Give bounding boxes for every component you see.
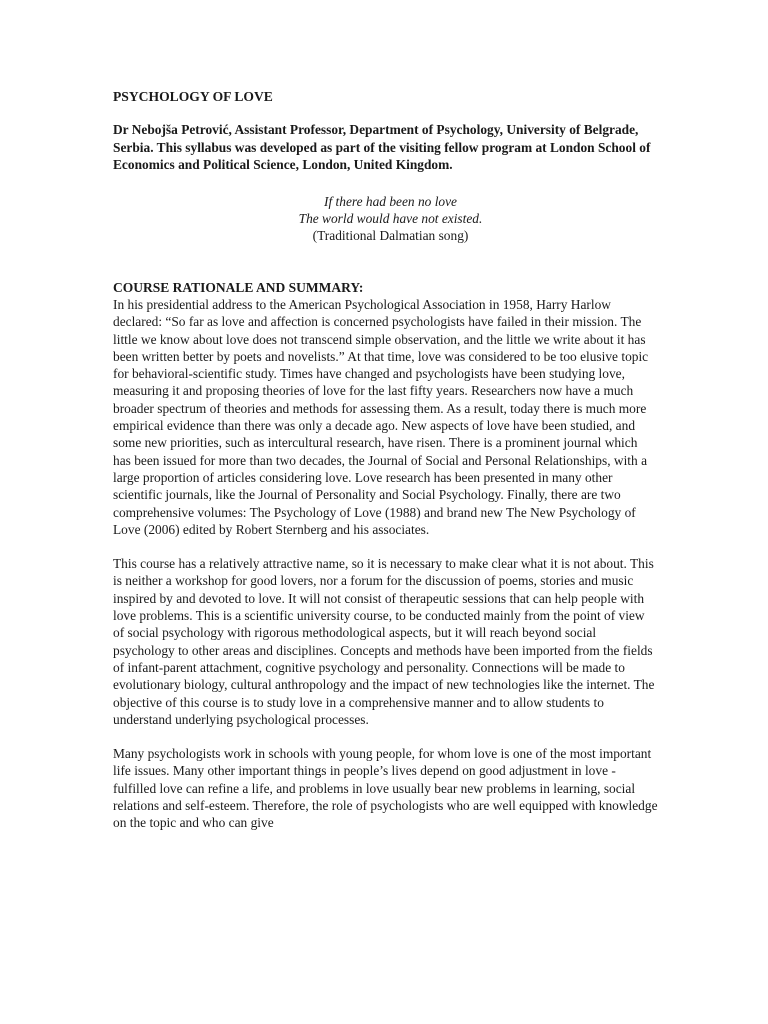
body-text bbox=[113, 296, 658, 832]
epigraph-line-1: If there had been no love bbox=[324, 193, 457, 209]
document-title: PSYCHOLOGY OF LOVE bbox=[113, 89, 273, 104]
paragraph: In his presidential address to the American Psychological Association in 1958, Harry Harlow declared: “So far as love and affection is concerned psychologists have failed in their mission. The little we know about love does not transcend simple observation, and the little we write about it has been written better by poets and novelists.” At that time, love was considered to be too elusive topic for behavioral-scientific study. Times have changed and psychologists have been studying love, measuring it and proposing theories of love for the last fifty years. Researchers now have a much broader spectrum of theories and methods for assessing them. As a result, today there is much more empirical evidence than there was only a decade ago. New aspects of love have been studied, and some new priorities, such as intercultural research, have risen. There is a prominent journal which has been issued for more than two decades, the Journal of Social and Personal Relationships, with a large proportion of articles considering love. Love research has been presented in many other scientific journals, like the Journal of Personality and Social Psychology. Finally, there are two comprehensive volumes: The Psychology of Love (1988) and brand new The New Psychology of Love (2006) edited by Robert Sternberg and his associates. bbox=[113, 296, 649, 537]
author-affiliation: Dr Nebojša Petrović, Assistant Professor, Department of Psychology, University of Belgrade, Serbia. This syllabus was developed as part of the visiting fellow program at London School of Economics and Political Science, London, United Kingdom. bbox=[113, 122, 651, 173]
document-page bbox=[113, 88, 658, 832]
epigraph-source: (Traditional Dalmatian song) bbox=[312, 228, 469, 244]
epigraph bbox=[113, 193, 658, 245]
paragraph: This course has a relatively attractive name, so it is necessary to make clear what it is not about. This is neither a workshop for good lovers, nor a forum for the discussion of poems, stories and music inspired by and devoted to love. It will not consist of therapeutic sessions that can help people with love problems. This is a scientific university course, to be conducted mainly from the point of view of social psychology with rigorous methodological aspects, but it will reach beyond social psychology to other areas and disciplines. Concepts and methods have been imported from the fields of infant-parent attachment, cognitive psychology and personality. Connections will be made to evolutionary biology, cultural anthropology and the impact of new technologies like the internet. The objective of this course is to study love in a comprehensive manner and to allow students to understand underlying psychological processes. bbox=[113, 556, 655, 727]
epigraph-line-2: The world would have not existed. bbox=[298, 211, 483, 227]
section-heading: COURSE RATIONALE AND SUMMARY: bbox=[113, 279, 364, 295]
paragraph: Many psychologists work in schools with young people, for whom love is one of the most important life issues. Many other important things in people’s lives depend on good adjustment in love - fulfilled love can refine a life, and problems in love usually bear new problems in learning, social relations and self-esteem. Therefore, the role of psychologists who are well equipped with knowledge on the topic and who can give bbox=[113, 746, 658, 831]
